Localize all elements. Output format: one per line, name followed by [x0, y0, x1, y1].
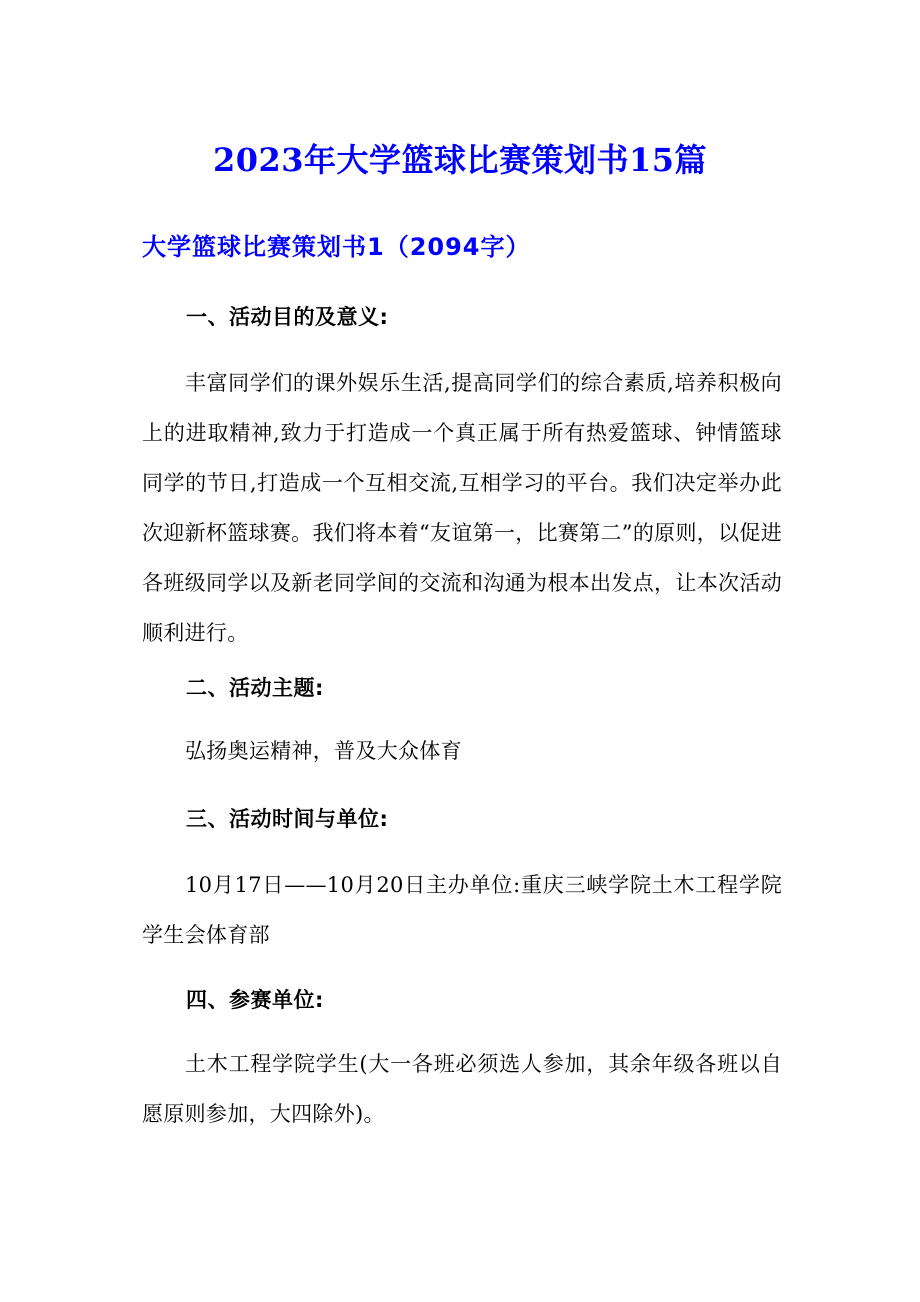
section-heading-participants: 四、参赛单位: [186, 988, 324, 1012]
section-heading-time-unit: 三、活动时间与单位: [186, 807, 389, 831]
section-body-purpose: 丰富同学们的课外娱乐生活,提高同学们的综合素质,培养积极向上的进取精神,致力于打造成一个真正属于所有热爱篮球、钟情篮球同学的节日,打造成一个互相交流,互相学习的平台。我们决定举办此次迎新杯篮球赛。我们将本着“友谊第一，比赛第二”的原则，以促进各班级同学以及新老同学间的交流和沟通为根本出发点，让本次活动顺利进行。 [142, 371, 782, 645]
section-heading-purpose: 一、活动目的及意义: [186, 305, 389, 329]
section-body-participants: 土木工程学院学生(大一各班必须选人参加，其余年级各班以自愿原则参加，大四除外)。 [142, 1052, 782, 1126]
section-body-time-unit: 10月17日——10月20日主办单位:重庆三峡学院土木工程学院学生会体育部 [142, 873, 782, 947]
article-subtitle: 大学篮球比赛策划书1（2094字） [142, 233, 531, 261]
document-title: 2023年大学篮球比赛策划书15篇 [212, 141, 708, 179]
section-body-theme: 弘扬奥运精神，普及大众体育 [185, 739, 462, 763]
section-heading-theme: 二、活动主题: [186, 676, 324, 700]
